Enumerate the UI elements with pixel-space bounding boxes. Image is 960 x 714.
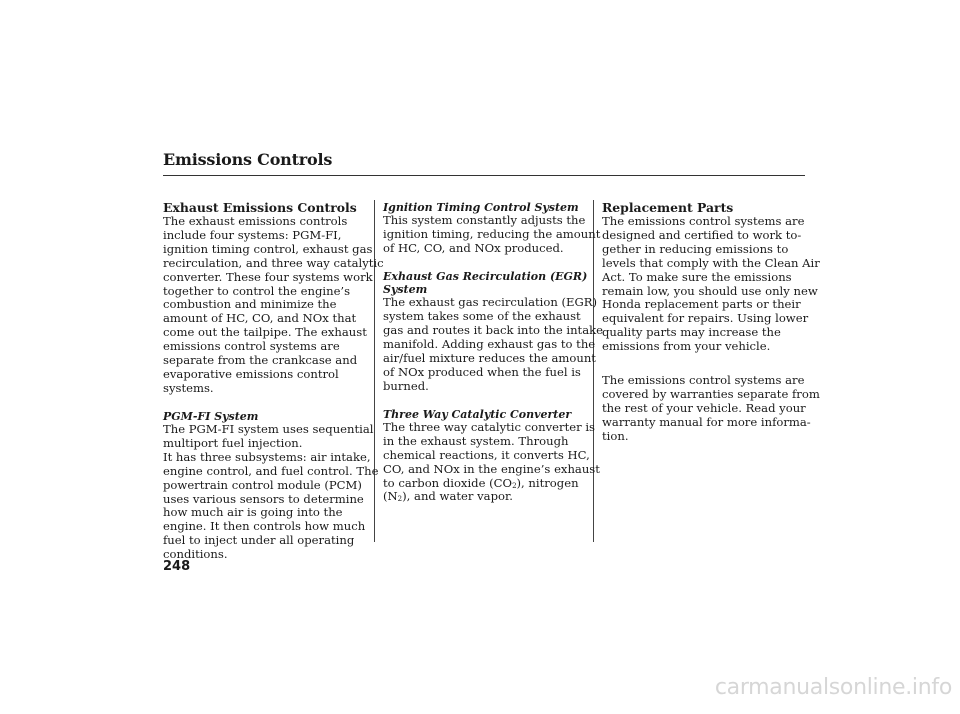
text-fragment: ), and water vapor. — [402, 489, 513, 504]
text-line: chemical reactions, it converts HC, — [383, 447, 590, 462]
replacement-parts-heading: Replacement Parts — [602, 200, 734, 215]
text-line: the rest of your vehicle. Read your — [602, 400, 806, 415]
exhaust-emissions-paragraph — [163, 215, 384, 396]
text-line: come out the tailpipe. The exhaust — [163, 325, 367, 340]
page-number: 248 — [163, 559, 191, 574]
text-line: system takes some of the exhaust — [383, 309, 581, 324]
text-fragment: (N — [383, 489, 398, 504]
text-line: engine control, and fuel control. The — [163, 463, 379, 478]
text-line: fuel to inject under all operating — [163, 533, 355, 548]
egr-heading — [383, 270, 603, 296]
egr-heading-line: Exhaust Gas Recirculation (EGR) — [383, 269, 588, 283]
text-line: include four systems: PGM-FI, — [163, 227, 342, 242]
text-line: warranty manual for more informa- — [602, 414, 811, 429]
text-line: quality parts may increase the — [602, 325, 781, 340]
egr-paragraph — [383, 296, 603, 393]
column-systems — [383, 201, 603, 504]
column-exhaust-emissions — [163, 201, 384, 562]
text-line: Honda replacement parts or their — [602, 297, 801, 312]
catalytic-converter-heading: Three Way Catalytic Converter — [383, 407, 572, 421]
text-line: recirculation, and three way catalytic — [163, 255, 384, 270]
text-line: conditions. — [163, 547, 228, 562]
text-line: manifold. Adding exhaust gas to the — [383, 337, 596, 352]
subscript: 2 — [512, 481, 517, 490]
subscript: 2 — [397, 495, 403, 504]
text-line: in the exhaust system. Through — [383, 433, 569, 448]
text-line: tion. — [602, 428, 629, 443]
text-line: The exhaust emissions controls — [163, 214, 348, 228]
ignition-timing-paragraph — [383, 214, 603, 256]
text-line: amount of HC, CO, and NOx that — [163, 311, 357, 326]
text-line: uses various sensors to determine — [163, 491, 364, 506]
text-line: burned. — [383, 378, 429, 393]
text-line: This system constantly adjusts the — [383, 213, 586, 228]
catalytic-converter-paragraph — [383, 421, 603, 504]
title-rule — [163, 175, 805, 176]
pgm-fi-paragraph — [163, 423, 384, 562]
text-line: emissions control systems are — [163, 339, 340, 354]
text-line: emissions from your vehicle. — [602, 339, 771, 354]
watermark: carmanualsonline.info — [714, 675, 952, 700]
text-line: combustion and minimize the — [163, 297, 337, 312]
text-line: together to control the engine’s — [163, 283, 351, 298]
text-line: The three way catalytic converter is — [383, 419, 595, 434]
replacement-parts-paragraph-2 — [602, 374, 820, 444]
text-line: converter. These four systems work — [163, 269, 373, 284]
text-line: how much air is going into the — [163, 505, 343, 520]
text-line: ignition timing, reducing the amount — [383, 227, 601, 242]
text-line: It has three subsystems: air intake, — [163, 449, 371, 464]
text-line: The emissions control systems are — [602, 214, 805, 228]
column-replacement-parts — [602, 201, 820, 444]
text-line: equivalent for repairs. Using lower — [602, 311, 809, 326]
text-line: designed and certified to work to- — [602, 227, 802, 242]
text-line: covered by warranties separate from — [602, 386, 820, 401]
text-line: The PGM-FI system uses sequential — [163, 421, 374, 436]
text-line: gether in reducing emissions to — [602, 241, 789, 256]
text-line: ignition timing control, exhaust gas — [163, 241, 373, 256]
text-line: CO, and NOx in the engine’s exhaust — [383, 461, 600, 476]
text-line — [383, 490, 603, 504]
text-line: evaporative emissions control — [163, 366, 339, 381]
text-line: systems. — [163, 380, 214, 395]
text-fragment: to carbon dioxide (CO — [383, 475, 513, 490]
text-line: levels that comply with the Clean Air — [602, 255, 820, 270]
text-line: separate from the crankcase and — [163, 353, 358, 368]
text-line: The emissions control systems are — [602, 373, 805, 388]
text-line — [383, 477, 603, 491]
text-line: engine. It then controls how much — [163, 519, 366, 534]
page-title: Emissions Controls — [163, 150, 333, 169]
egr-heading-line: System — [383, 283, 428, 297]
text-line: gas and routes it back into the intake — [383, 323, 603, 338]
text-line: powertrain control module (PCM) — [163, 477, 362, 492]
text-line: air/fuel mixture reduces the amount — [383, 350, 596, 365]
replacement-parts-paragraph-1 — [602, 215, 820, 354]
text-line: multiport fuel injection. — [163, 435, 303, 450]
text-line: remain low, you should use only new — [602, 283, 818, 298]
pgm-fi-heading: PGM-FI System — [163, 409, 259, 423]
text-line: of HC, CO, and NOx produced. — [383, 241, 564, 256]
exhaust-emissions-heading: Exhaust Emissions Controls — [163, 200, 357, 215]
ignition-timing-heading: Ignition Timing Control System — [383, 201, 579, 214]
text-line: The exhaust gas recirculation (EGR) — [383, 295, 597, 310]
text-fragment: ), nitrogen — [516, 475, 579, 490]
text-line: of NOx produced when the fuel is — [383, 364, 581, 379]
text-line: Act. To make sure the emissions — [602, 269, 792, 284]
